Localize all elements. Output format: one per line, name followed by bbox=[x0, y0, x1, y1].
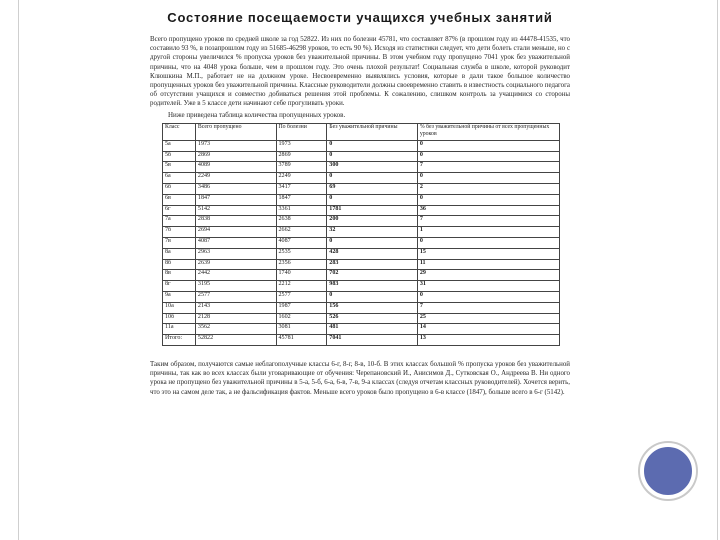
cell-total: 2442 bbox=[195, 270, 276, 281]
cell-class: Итого: bbox=[163, 335, 196, 346]
cell-percent: 15 bbox=[417, 248, 559, 259]
cell-total: 3562 bbox=[195, 324, 276, 335]
cell-illness: 2869 bbox=[276, 151, 327, 162]
table-row bbox=[163, 291, 560, 302]
header-class: Класс bbox=[163, 123, 196, 140]
cell-class: 7в bbox=[163, 238, 196, 249]
header-unexcused: Без уважительной причины bbox=[327, 123, 418, 140]
cell-class: 8в bbox=[163, 270, 196, 281]
cell-illness: 45781 bbox=[276, 335, 327, 346]
cell-unexcused: 428 bbox=[327, 248, 418, 259]
cell-percent: 2 bbox=[417, 184, 559, 195]
cell-unexcused: 0 bbox=[327, 291, 418, 302]
cell-total: 52822 bbox=[195, 335, 276, 346]
cell-unexcused: 526 bbox=[327, 313, 418, 324]
cell-class: 10а bbox=[163, 302, 196, 313]
cell-unexcused: 156 bbox=[327, 302, 418, 313]
cell-unexcused: 702 bbox=[327, 270, 418, 281]
cell-illness: 1987 bbox=[276, 302, 327, 313]
cell-total: 1973 bbox=[195, 140, 276, 151]
table-total-row bbox=[163, 335, 560, 346]
cell-illness: 3361 bbox=[276, 205, 327, 216]
header-illness: По болезни bbox=[276, 123, 327, 140]
table-row bbox=[163, 184, 560, 195]
document-page bbox=[150, 10, 570, 397]
cell-class: 7а bbox=[163, 216, 196, 227]
cell-unexcused: 7041 bbox=[327, 335, 418, 346]
cell-unexcused: 32 bbox=[327, 227, 418, 238]
cell-illness: 1740 bbox=[276, 270, 327, 281]
cell-percent: 0 bbox=[417, 151, 559, 162]
cell-unexcused: 0 bbox=[327, 140, 418, 151]
cell-percent: 0 bbox=[417, 194, 559, 205]
cell-unexcused: 481 bbox=[327, 324, 418, 335]
cell-total: 2143 bbox=[195, 302, 276, 313]
cell-class: 6г bbox=[163, 205, 196, 216]
cell-illness: 2577 bbox=[276, 291, 327, 302]
cell-unexcused: 0 bbox=[327, 151, 418, 162]
cell-illness: 2638 bbox=[276, 216, 327, 227]
cell-unexcused: 200 bbox=[327, 216, 418, 227]
decorative-circle bbox=[640, 443, 696, 499]
cell-illness: 1602 bbox=[276, 313, 327, 324]
cell-class: 11а bbox=[163, 324, 196, 335]
table-row bbox=[163, 227, 560, 238]
table-row bbox=[163, 281, 560, 292]
table-row bbox=[163, 151, 560, 162]
table-row bbox=[163, 313, 560, 324]
cell-class: 5б bbox=[163, 151, 196, 162]
cell-total: 2963 bbox=[195, 248, 276, 259]
cell-illness: 2662 bbox=[276, 227, 327, 238]
header-total: Всего пропущено bbox=[195, 123, 276, 140]
cell-total: 4089 bbox=[195, 162, 276, 173]
cell-total: 2128 bbox=[195, 313, 276, 324]
cell-class: 8а bbox=[163, 248, 196, 259]
table-header-row bbox=[163, 123, 560, 140]
cell-percent: 31 bbox=[417, 281, 559, 292]
cell-illness: 3789 bbox=[276, 162, 327, 173]
cell-unexcused: 69 bbox=[327, 184, 418, 195]
cell-class: 7б bbox=[163, 227, 196, 238]
cell-percent: 0 bbox=[417, 140, 559, 151]
cell-total: 5142 bbox=[195, 205, 276, 216]
cell-percent: 25 bbox=[417, 313, 559, 324]
cell-total: 2869 bbox=[195, 151, 276, 162]
cell-total: 2577 bbox=[195, 291, 276, 302]
table-row bbox=[163, 324, 560, 335]
table-row bbox=[163, 302, 560, 313]
cell-class: 8б bbox=[163, 259, 196, 270]
table-row bbox=[163, 216, 560, 227]
cell-illness: 2249 bbox=[276, 173, 327, 184]
cell-total: 2694 bbox=[195, 227, 276, 238]
cell-unexcused: 0 bbox=[327, 173, 418, 184]
table-caption: Ниже приведена таблица количества пропущенных уроков. bbox=[168, 110, 346, 119]
cell-illness: 2535 bbox=[276, 248, 327, 259]
cell-percent: 0 bbox=[417, 291, 559, 302]
cell-illness: 2212 bbox=[276, 281, 327, 292]
table-row bbox=[163, 259, 560, 270]
cell-unexcused: 983 bbox=[327, 281, 418, 292]
cell-percent: 11 bbox=[417, 259, 559, 270]
cell-illness: 4087 bbox=[276, 238, 327, 249]
page-title: Состояние посещаемости учащихся учебных занятий bbox=[167, 10, 553, 25]
table-row bbox=[163, 162, 560, 173]
cell-percent: 7 bbox=[417, 216, 559, 227]
cell-class: 5в bbox=[163, 162, 196, 173]
cell-unexcused: 300 bbox=[327, 162, 418, 173]
cell-total: 2639 bbox=[195, 259, 276, 270]
cell-percent: 29 bbox=[417, 270, 559, 281]
cell-illness: 3417 bbox=[276, 184, 327, 195]
cell-total: 3486 bbox=[195, 184, 276, 195]
cell-total: 1847 bbox=[195, 194, 276, 205]
cell-total: 4087 bbox=[195, 238, 276, 249]
cell-percent: 1 bbox=[417, 227, 559, 238]
cell-illness: 3081 bbox=[276, 324, 327, 335]
cell-unexcused: 0 bbox=[327, 194, 418, 205]
table-row bbox=[163, 238, 560, 249]
cell-class: 6а bbox=[163, 173, 196, 184]
cell-total: 3195 bbox=[195, 281, 276, 292]
cell-percent: 13 bbox=[417, 335, 559, 346]
cell-total: 2838 bbox=[195, 216, 276, 227]
cell-unexcused: 1781 bbox=[327, 205, 418, 216]
table-row bbox=[163, 270, 560, 281]
cell-total: 2249 bbox=[195, 173, 276, 184]
cell-percent: 7 bbox=[417, 162, 559, 173]
intro-paragraph: Всего пропущено уроков по средней школе за год 52822. Из них по болезни 45781, что составляет 87% (в прошлом году из 44478-41535, что составило 93 %, в позапрошлом году из 51685-46298 уроков, то есть 90 %). Исходя из статистики следует, что дети болеть стали меньше, но с другой стороны увеличился % пропуска уроков без уважительной причины. В этом учебном году пропущено 7041 урок без уважительной причины, что на 4048 урока больше, чем в прошлом году. Это очень плохой результат! Социальная служба в школе, которой руководит Клюшкина М.П., работает не на должном уроке. Несвоевременно выявлялись условия, которые в дали такое большое количество пропущенных уроков без уважительной причины. Классные руководители должны своевременно ставить в известность социального педагога об отсутствии учащихся и совместно добиваться решения этой проблемы. К сожалению, слишком контроль за учащимися со стороны родителей. Уже в 5 классе дети начинают себе прогуливать уроки. bbox=[150, 36, 570, 108]
table-row bbox=[163, 194, 560, 205]
header-percent: % без уважительной причины от всех пропущенных уроков bbox=[417, 123, 559, 140]
cell-percent: 36 bbox=[417, 205, 559, 216]
table-row bbox=[163, 205, 560, 216]
cell-percent: 0 bbox=[417, 238, 559, 249]
cell-class: 9а bbox=[163, 291, 196, 302]
cell-class: 6в bbox=[163, 194, 196, 205]
cell-percent: 14 bbox=[417, 324, 559, 335]
conclusion-paragraph: Таким образом, получаются самые неблагополучные классы 6-г, 8-г, 8-в, 10-б. В этих классах большой % пропуска уроков без уважительной причины, так как во всех классах были уговаривающие от обучения: Черепановский И., Анисимов Д., Сутковская О., Андреева В. Ни одного урока не пропущено без уважительной причины в 5-а, 5-б, 6-а, 6-в, 7-в, 9-а классах (следуя отчетам классных руководителей). Хочется верить, что это на самом деле так, а не фальсификация фактов. Меньше всего уроков было пропущено в 6-в классе (1847), больше всего в 6-г (5142). bbox=[150, 360, 570, 396]
cell-illness: 1973 bbox=[276, 140, 327, 151]
cell-class: 8г bbox=[163, 281, 196, 292]
cell-illness: 1847 bbox=[276, 194, 327, 205]
cell-illness: 2356 bbox=[276, 259, 327, 270]
cell-percent: 0 bbox=[417, 173, 559, 184]
cell-percent: 7 bbox=[417, 302, 559, 313]
table-row bbox=[163, 140, 560, 151]
cell-unexcused: 0 bbox=[327, 238, 418, 249]
cell-class: 6б bbox=[163, 184, 196, 195]
table-row bbox=[163, 173, 560, 184]
table-row bbox=[163, 248, 560, 259]
cell-class: 5а bbox=[163, 140, 196, 151]
absence-table bbox=[162, 123, 560, 346]
cell-class: 10б bbox=[163, 313, 196, 324]
cell-unexcused: 283 bbox=[327, 259, 418, 270]
